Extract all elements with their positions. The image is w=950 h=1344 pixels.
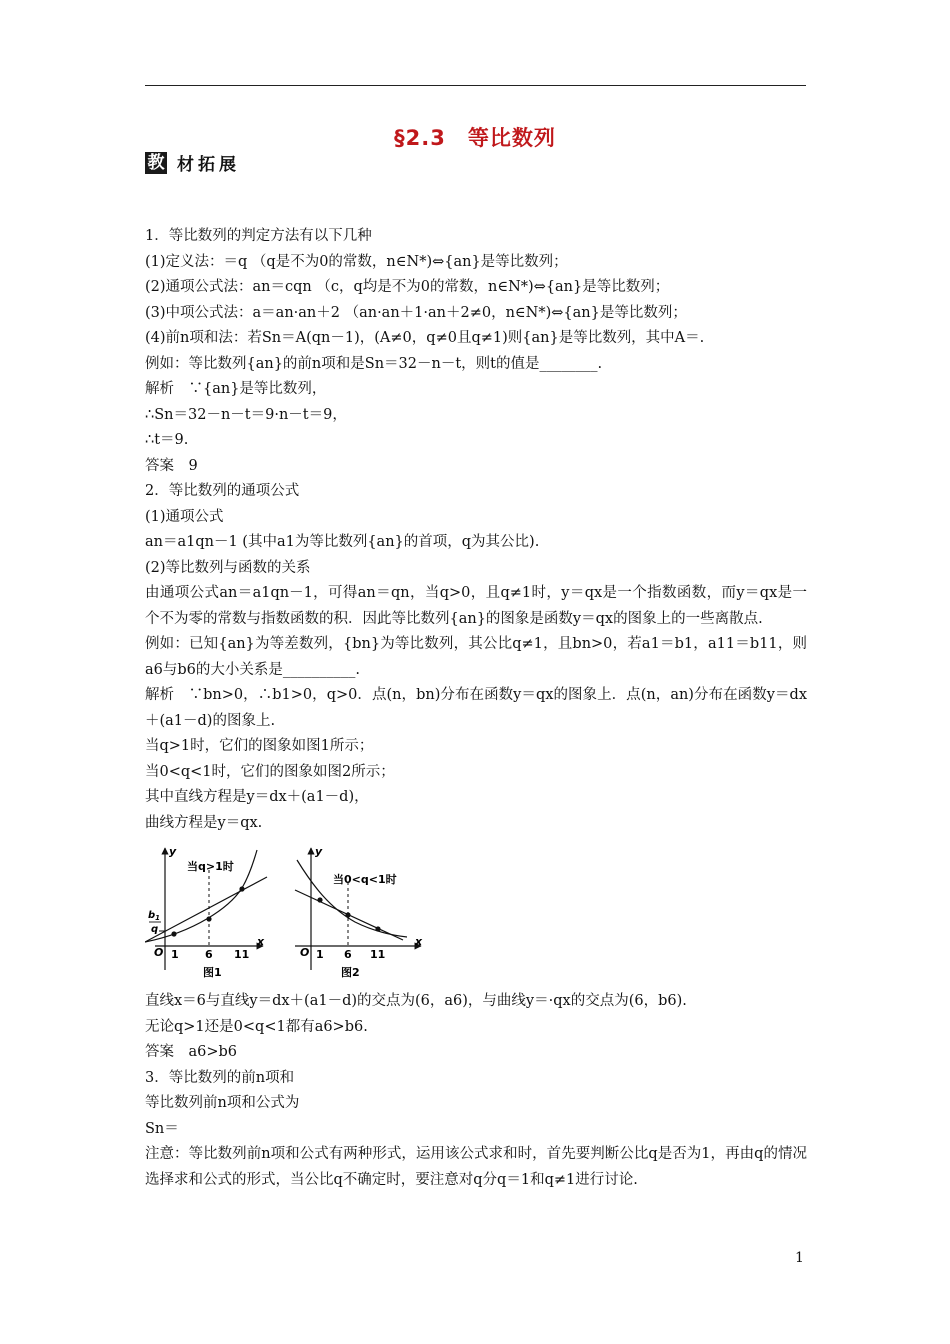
fig1-origin: O [154,946,164,959]
s2-case-q-gt-1: 当q>1时，它们的图象如图1所示； [145,738,374,754]
s1-method-4: (4)前n项和法：若Sn＝A(qn－1)，(A≠0，q≠0且q≠1)则{an}是等比数列，其中A＝. [145,330,705,346]
page-title: §2.3 等比数列 [394,126,556,150]
s1-answer: 答案 9 [145,457,198,474]
fig2-caption: 图2 [341,966,360,979]
page-number: 1 [795,1250,804,1266]
s1-example: 例如：等比数列{an}的前n项和是Sn＝32－n－t，则t的值是________. [145,355,603,372]
figure-1 [145,845,267,979]
s1-method-2: (2)通项公式法：an＝cqn （c，q均是不为0的常数，n∈N*)⇔{an}是等比数列； [145,279,670,295]
fig2-point-1 [317,897,322,902]
fig1-x-label: x [257,935,265,948]
s1-solution-1: 解析 ∵{an}是等比数列， [145,381,327,397]
s3-line-2: Sn＝ [145,1120,179,1137]
s2-heading: 2．等比数列的通项公式 [145,483,300,499]
figure-2 [295,845,423,979]
s2-formula: an＝a1qn－1 (其中a1为等比数列{an}的首项，q为其公比). [145,534,540,550]
s2-line-equation: 其中直线方程是y＝dx＋(a1－d)， [145,789,369,805]
s1-method-1: (1)定义法：＝q （q是不为0的常数，n∈N*)⇔{an}是等比数列； [145,253,568,270]
s2-curve-equation: 曲线方程是y＝qx. [145,814,263,831]
fig1-caption: 图1 [203,966,222,979]
fig1-b-letter: b [148,910,156,921]
fig2-tick-1: 1 [316,948,324,961]
fig1-line [145,877,267,942]
s1-heading: 1．等比数列的判定方法有以下几种 [145,228,372,244]
fig2-tick-6: 6 [344,948,352,961]
fig1-point-1 [171,931,176,936]
s2-solution: 解析 ∵bn>0，∴b1>0，q>0．点(n，bn)分布在函数y＝qx的图象上．点(n，an)分布在函数y＝dx＋(a1－d)的图象上. [145,687,807,729]
s2-sub-1: (1)通项公式 [145,508,224,525]
fig1-b-sub: 1 [155,914,161,922]
s2-sub-2: (2)等比数列与函数的关系 [145,559,311,576]
fig1-tick-1: 1 [171,948,179,961]
fig1-tick-6: 6 [205,948,213,961]
section-header [145,150,240,175]
s1-method-3: (3)中项公式法：a＝an·an＋2 （an·an＋1·an＋2≠0，n∈N*)⇔{an}是等比数列； [145,304,687,321]
s2-paragraph: 由通项公式an＝a1qn－1，可得an＝qn，当q>0，且q≠1时，y＝qx是一个指数函数，而y＝qx是一个不为零的常数与指数函数的积．因此等比数列{an}的图象是函数y＝qx的图象上的一些离散点. [145,585,807,627]
s3-line-1: 等比数列前n项和公式为 [145,1095,300,1111]
fig1-point-6 [206,916,211,921]
fig1-q: q [151,924,159,935]
figures [145,842,435,980]
fig1-b1 [148,910,160,922]
fig2-label: 当0<q<1时 [333,873,397,886]
fig2-point-11 [375,926,380,931]
s2-after-2: 无论q>1还是0<q<1都有a6>b6. [145,1018,368,1035]
header-rule [145,85,806,86]
fig1-tick-11: 11 [234,948,250,961]
fig2-x-label: x [415,935,423,948]
fig1-y-label: y [169,845,177,858]
fig1-point-11 [239,886,244,891]
section-badge: 教 [145,152,167,174]
s3-heading: 3．等比数列的前n项和 [145,1069,295,1086]
fig2-point-6 [345,912,350,917]
s2-example: 例如：已知{an}为等差数列，{bn}为等比数列，其公比q≠1，且bn>0，若a1＝b1，a11＝b11，则a6与b6的大小关系是__________. [145,636,807,678]
section-title: 材拓展 [177,155,240,175]
s2-case-q-lt-1: 当0<q<1时，它们的图象如图2所示； [145,763,395,780]
fig2-tick-11: 11 [370,948,386,961]
s2-after-1: 直线x＝6与直线y＝dx＋(a1－d)的交点为(6，a6)，与曲线y＝·qx的交点为(6，b6). [145,993,687,1009]
fig2-origin: O [300,946,310,959]
fig2-y-label: y [315,845,323,858]
s2-answer: 答案 a6>b6 [145,1044,238,1060]
document-body [145,224,807,1193]
s1-solution-2: ∴Sn＝32－n－t＝9·n－t＝9， [145,406,347,423]
s1-solution-3: ∴t＝9. [145,432,189,448]
s3-note: 注意：等比数列前n项和公式有两种形式，运用该公式求和时，首先要判断公比q是否为1，再由q的情况选择求和公式的形式，当公比q不确定时，要注意对q分q＝1和q≠1进行讨论. [145,1146,807,1188]
fig1-label: 当q>1时 [187,860,234,873]
figure-svg [145,842,435,980]
